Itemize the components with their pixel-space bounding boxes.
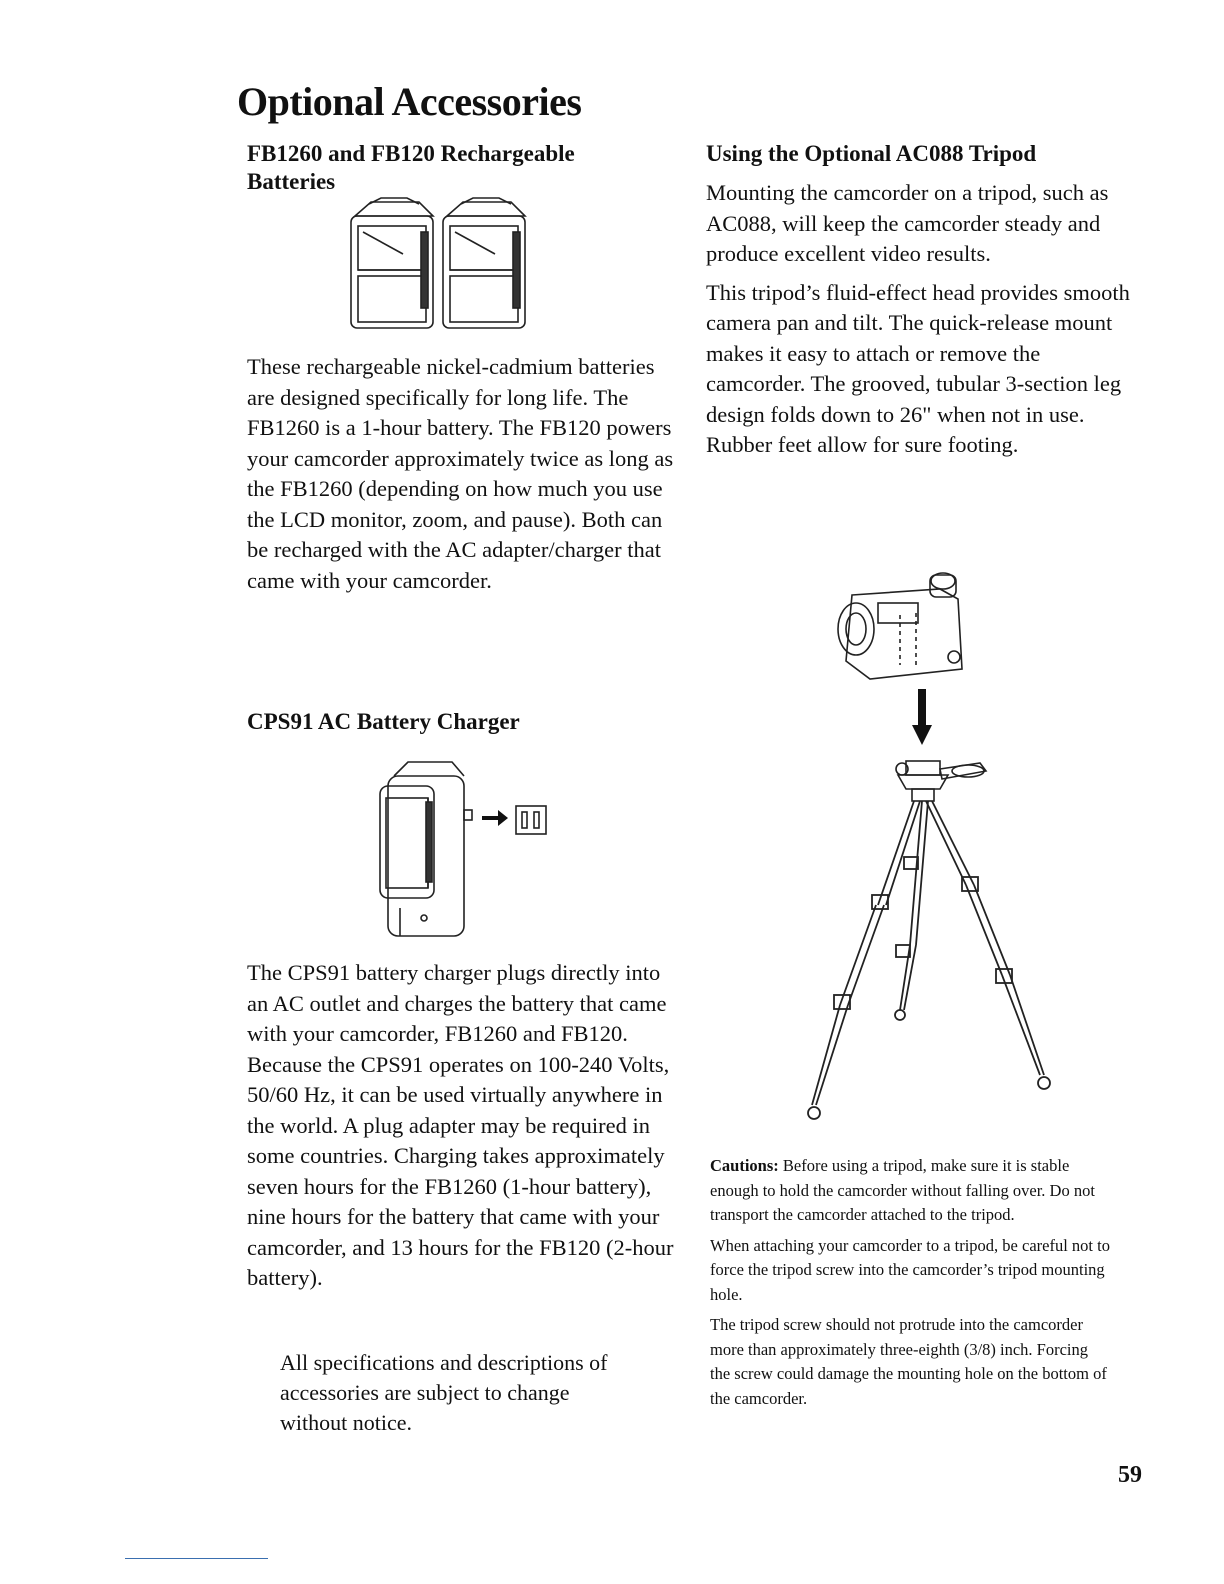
page-title: Optional Accessories	[237, 79, 582, 124]
battery-pair-icon	[333, 196, 543, 340]
caution-1: Before using a tripod, make sure it is stable enough to hold the camcorder without falling over. Do not transport the camcorder attached to the tripod.	[710, 1156, 1095, 1224]
page-number: 59	[1118, 1462, 1142, 1488]
tripod-paragraph-2: This tripod’s fluid-effect head provides smooth camera pan and tilt. The quick-release mount makes it easy to attach or remove the camcorder. The grooved, tubular 3-section leg design folds down to 26" when not in use. Rubber feet allow for sure footing.	[706, 279, 1130, 457]
caution-2: When attaching your camcorder to a tripod, be careful not to force the tripod screw into the camcorder’s tripod mounting hole.	[710, 1235, 1110, 1304]
charger-heading: CPS91 AC Battery Charger	[247, 709, 520, 734]
cautions-block	[710, 1154, 1110, 1411]
charger-paragraph: The CPS91 battery charger plugs directly into an AC outlet and charges the battery that came with your camcorder, FB1260 and FB120. Because the CPS91 operates on 100-240 Volts, 50/60 Hz, it can be used virtually anywhere in the world. A plug adapter may be required in some countries. Charging takes approximately seven hours for the FB1260 (1-hour battery), nine hours for the battery that came with your camcorder, and 13 hours for the FB120 (2-hour battery).	[247, 960, 674, 1290]
tripod-heading: Using the Optional AC088 Tripod	[706, 141, 1037, 166]
footer-rule	[125, 1558, 268, 1559]
caution-3: The tripod screw should not protrude into the camcorder more than approximately three-eighth (3/8) inch. Forcing the screw could damage the mounting hole on the bottom of the camcorder.	[710, 1315, 1107, 1408]
cautions-label: Cautions:	[710, 1156, 779, 1175]
batteries-paragraph: These rechargeable nickel-cadmium batteries are designed specifically for long life. The FB1260 is a 1-hour battery. The FB120 powers your camcorder approximately twice as long as the FB1260 (depending on how much you use the LCD monitor, zoom, and pause). Both can be recharged with the AC adapter/charger that came with your camcorder.	[247, 354, 674, 593]
disclaimer-text: All specifications and descriptions of accessories are subject to change without notice.	[280, 1350, 608, 1435]
tripod-paragraph-1: Mounting the camcorder on a tripod, such as AC088, will keep the camcorder steady and produce excellent video results.	[706, 180, 1109, 266]
batteries-section	[247, 140, 647, 196]
camcorder-tripod-icon	[790, 565, 1060, 1125]
battery-charger-icon	[370, 758, 570, 944]
batteries-heading: FB1260 and FB120 Rechargeable Batteries	[247, 141, 575, 194]
